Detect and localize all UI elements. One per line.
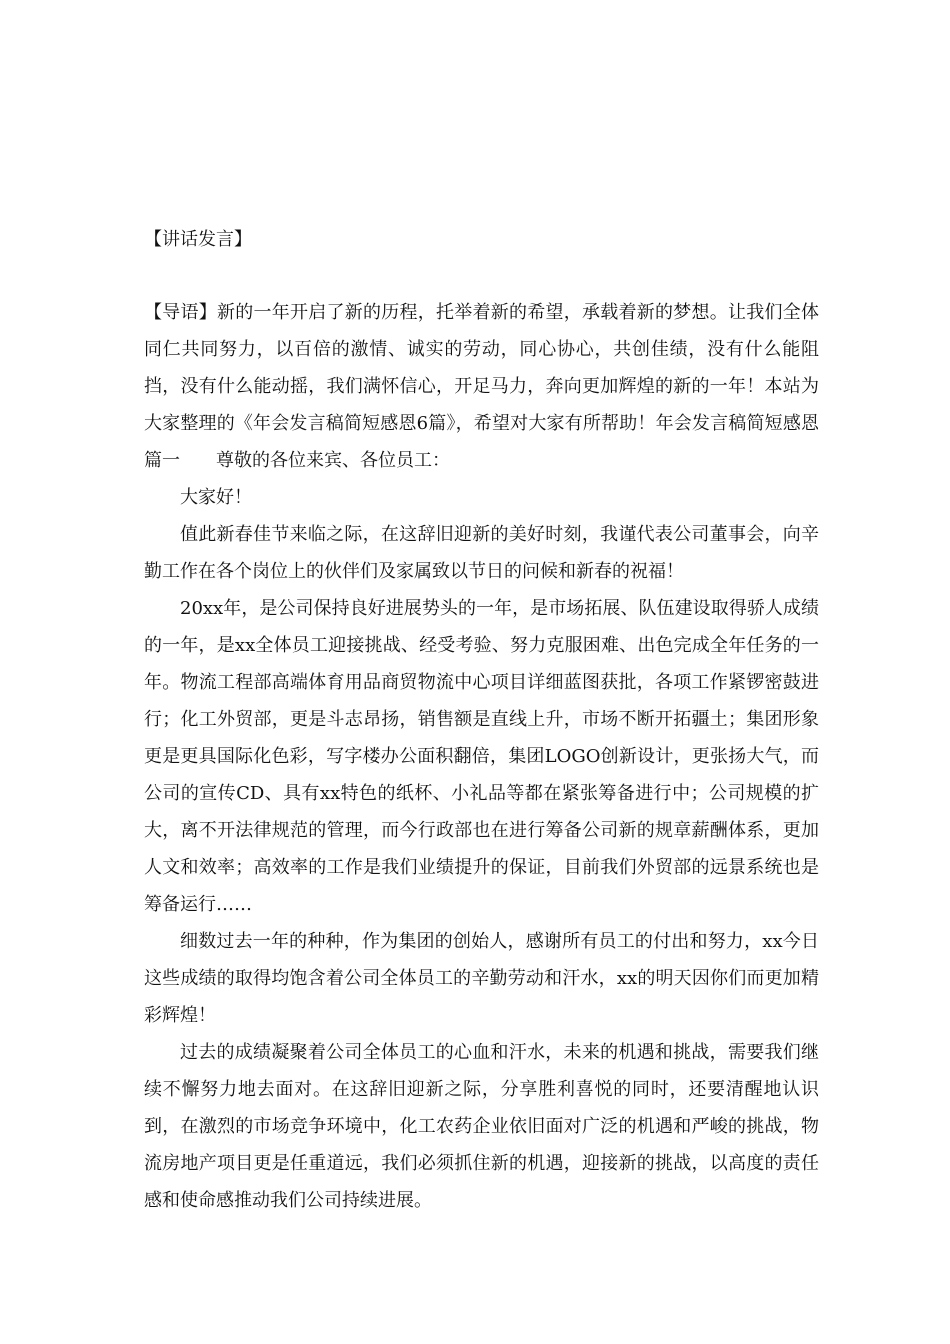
category-label: 【讲话发言】 <box>144 229 252 250</box>
salutation-text: 尊敬的各位来宾、各位员工： <box>216 450 450 471</box>
body-paragraph-2: 20xx年，是公司保持良好进展势头的一年，是市场拓展、队伍建设取得骄人成绩的一年，是xx全体员工迎接挑战、经受考验、努力克服困难、出色完成全年任务的一年。物流工程部高端体育用品商贸物流中心项目详细蓝图获批，各项工作紧锣密鼓进行；化工外贸部，更是斗志昂扬，销售额是直线上升，市场不断开拓疆土；集团形象更是更具国际化色彩，写字楼办公面积翻倍，集团LOGO创新设计，更张扬大气，而公司的宣传CD、具有xx特色的纸杯、小礼品等都在紧张筹备进行中；公司规模的扩大，离不开法律规范的管理，而今行政部也在进行筹备公司新的规章薪酬体系，更加人文和效率；高效率的工作是我们业绩提升的保证，目前我们外贸部的远景系统也是筹备运行…… <box>144 598 819 915</box>
intro-paragraph <box>144 294 819 479</box>
intro-text: 【导语】新的一年开启了新的历程，托举着新的希望，承载着新的梦想。让我们全体同仁共同努力，以百倍的激情、诚实的劳动，同心协心，共创佳绩，没有什么能阻挡，没有什么能动摇，我们满怀信心，开足马力，奔向更加辉煌的新的一年！本站为大家整理的《年会发言稿简短感恩6篇》，希望对大家有所帮助！年会发言稿简短感恩篇一 <box>144 302 819 471</box>
body-paragraph-4: 过去的成绩凝聚着公司全体员工的心血和汗水，未来的机遇和挑战，需要我们继续不懈努力地去面对。在这辞旧迎新之际，分享胜利喜悦的同时，还要清醒地认识到，在激烈的市场竞争环境中，化工农药企业依旧面对广泛的机遇和严峻的挑战，物流房地产项目更是任重道远，我们必须抓住新的机遇，迎接新的挑战，以高度的责任感和使命感推动我们公司持续进展。 <box>144 1042 819 1211</box>
greeting-paragraph: 大家好！ <box>180 487 252 508</box>
body-paragraph-1: 值此新春佳节来临之际，在这辞旧迎新的美好时刻，我谨代表公司董事会，向辛勤工作在各个岗位上的伙伴们及家属致以节日的问候和新春的祝福！ <box>144 524 819 582</box>
body-paragraph-3: 细数过去一年的种种，作为集团的创始人，感谢所有员工的付出和努力，xx今日这些成绩的取得均饱含着公司全体员工的辛勤劳动和汗水，xx的明天因你们而更加精彩辉煌！ <box>144 931 819 1026</box>
document-body <box>144 221 819 1219</box>
